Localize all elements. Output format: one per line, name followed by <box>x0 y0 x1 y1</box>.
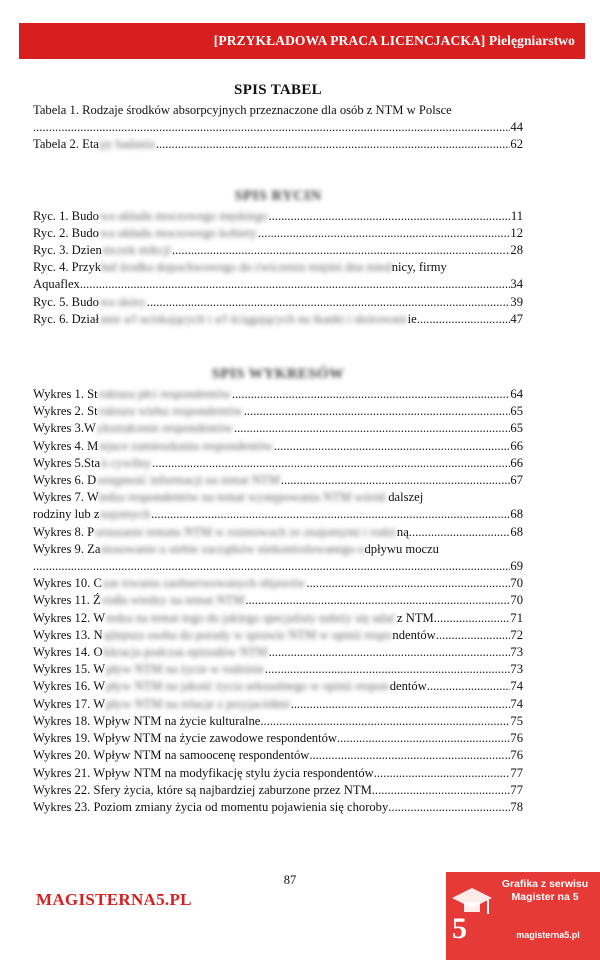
chart-entry-label-line2: rodziny lub z <box>33 507 100 522</box>
figure-entry-leader <box>258 225 510 242</box>
chart-entry-label-rest: ną. <box>396 524 412 539</box>
chart-entry-leader <box>234 420 510 437</box>
chart-entry-label: Wykres 7. W <box>33 490 99 505</box>
figure-entry-blurred-text: wa układu moczowego kobiety <box>99 225 257 240</box>
chart-entry[interactable] <box>33 489 523 506</box>
chart-entry-leader <box>33 558 510 575</box>
figure-entry-leader <box>417 311 511 328</box>
chart-entry-label: Wykres 16. W <box>33 679 106 694</box>
badge-caption <box>492 878 598 904</box>
chart-entry[interactable] <box>33 386 523 403</box>
chart-entry-blurred-text: stosowanie u siebie zaczątków niekontrolowanego o <box>100 541 365 556</box>
chart-entry[interactable] <box>33 524 523 541</box>
chart-entry-leader <box>372 782 511 799</box>
chart-entry-continuation[interactable] <box>33 506 523 523</box>
badge-digit: 5 <box>452 912 467 945</box>
table-entry[interactable] <box>33 102 523 119</box>
chart-entry-label-rest: dentów <box>389 679 427 694</box>
chart-entry-leader <box>232 386 511 403</box>
figure-entry-label-line2: Aquaflex <box>33 277 80 292</box>
chart-entry-page: 69 <box>510 559 523 574</box>
chart-entry-page: 78 <box>510 799 523 814</box>
chart-entry-label: Wykres 20. Wpływ NTM na samoocenę respondentów <box>33 748 310 763</box>
chart-entry-label: Wykres 4. M <box>33 438 99 453</box>
chart-entry-leader <box>151 506 510 523</box>
chart-entry[interactable] <box>33 438 523 455</box>
chart-entry[interactable] <box>33 472 523 489</box>
table-entry-continuation[interactable] <box>33 119 523 136</box>
figure-entry-page: 12 <box>510 225 523 240</box>
figure-entry[interactable] <box>33 208 523 225</box>
chart-entry-leader <box>434 610 511 627</box>
chart-entry[interactable] <box>33 730 523 747</box>
figure-entry[interactable] <box>33 242 523 259</box>
chart-entry[interactable] <box>33 627 523 644</box>
chart-entry-leader <box>309 747 510 764</box>
chart-entry[interactable] <box>33 644 523 661</box>
chart-entry[interactable] <box>33 420 523 437</box>
chart-entry-label: Wykres 15. W <box>33 662 106 677</box>
chart-entry-leader <box>245 592 510 609</box>
chart-entry-page: 73 <box>510 662 523 677</box>
chart-entry-page: 65 <box>510 421 523 436</box>
chart-entry-page: 73 <box>510 645 523 660</box>
chart-entry-page: 77 <box>510 765 523 780</box>
chart-entry-label-rest: dalszej <box>385 490 424 505</box>
chart-entry[interactable] <box>33 696 523 713</box>
chart-entry[interactable] <box>33 610 523 627</box>
table-entry-label: Tabela 2. Eta <box>33 137 99 152</box>
chart-entry-blurred-text: ykształcenie respondentów <box>96 421 233 436</box>
chart-entry-page: 74 <box>510 696 523 711</box>
chart-entry-leader <box>337 730 510 747</box>
figure-entry-page: 47 <box>510 311 523 326</box>
chart-entry-label-rest: ndentów <box>392 627 436 642</box>
chart-entry-label: Wykres 13. N <box>33 627 103 642</box>
chart-entry-leader <box>244 403 511 420</box>
chart-entry[interactable] <box>33 799 523 816</box>
figure-entry-blurred-text: niczek mikcji <box>102 243 171 258</box>
chart-entry-page: 68 <box>510 524 523 539</box>
chart-entry-blurred-text: n cywilny <box>101 455 152 470</box>
figures-section-title: SPIS RYCIN <box>234 187 322 204</box>
chart-entry-leader <box>260 713 510 730</box>
chart-entry-leader <box>281 472 511 489</box>
chart-entry-blurred-text: ostępność informacji na temat NTM <box>97 473 280 488</box>
chart-entry-blurred-line2: najomych <box>100 507 151 522</box>
figure-entry-page: 11 <box>510 208 523 223</box>
chart-entry-label-rest: dpływu moczu <box>364 541 439 556</box>
chart-entry-blurred-text: kkracja podczas epizodów NTM <box>103 645 268 660</box>
badge-site: magisterna5.pl <box>516 930 580 940</box>
chart-entry-page: 64 <box>510 387 523 402</box>
charts-list <box>33 386 523 816</box>
figure-entry-label: Ryc. 6. Dział <box>33 311 99 326</box>
chart-entry-leader <box>269 644 511 661</box>
figure-entry-page: 28 <box>510 243 523 258</box>
figure-entry-blurred-text: wa skóry <box>99 294 146 309</box>
chart-entry-blurred-text: ajlepsza osoba do porady w sprawie NTM w opinii respo <box>103 627 392 642</box>
table-entry-blurred-text: py badania <box>99 137 155 152</box>
chart-entry-leader <box>152 455 510 472</box>
chart-entry[interactable] <box>33 592 523 609</box>
chart-entry-page: 72 <box>510 627 523 642</box>
table-entry-page: 62 <box>510 137 523 152</box>
chart-entry-page: 75 <box>510 713 523 728</box>
chart-entry-label: Wykres 6. D <box>33 473 97 488</box>
chart-entry-blurred-text: pływ NTM na relacje z przyjaciółmi <box>106 696 290 711</box>
figure-entry-leader <box>80 276 511 293</box>
document-content <box>33 81 523 816</box>
figure-entry[interactable] <box>33 294 523 311</box>
chart-entry[interactable] <box>33 678 523 695</box>
chart-entry-page: 67 <box>510 473 523 488</box>
charts-section-title: SPIS WYKRESÓW <box>211 366 345 383</box>
chart-entry-page: 74 <box>510 679 523 694</box>
chart-entry[interactable] <box>33 661 523 678</box>
chart-entry-leader <box>427 678 511 695</box>
chart-entry-page: 76 <box>510 731 523 746</box>
chart-entry-blurred-text: oruszanie tematu NTM w rozmowach ze znajomymi i rodzi <box>95 524 396 539</box>
figure-entry-label: Ryc. 1. Budo <box>33 208 99 223</box>
watermark-badge <box>446 872 600 960</box>
badge-line-1: Grafika z serwisu <box>501 878 589 890</box>
chart-entry-leader <box>412 524 510 541</box>
chart-entry-blurred-text: pływ NTM na życie w rodzinie <box>106 662 264 677</box>
figure-entry-leader <box>147 294 511 311</box>
chart-entry-page: 66 <box>510 455 523 470</box>
figure-entry-page: 39 <box>510 294 523 309</box>
chart-entry-blurred-text: pływ NTM na jakość życia seksualnego w opinii respon <box>106 679 389 694</box>
figure-entry-blurred-text: wa układu moczowego męskiego <box>99 208 268 223</box>
chart-entry-page: 76 <box>510 748 523 763</box>
chart-entry[interactable] <box>33 541 523 558</box>
chart-entry-continuation[interactable] <box>33 558 523 575</box>
chart-entry-page: 71 <box>510 610 523 625</box>
chart-entry-blurred-text: iejsce zamieszkania respondentów <box>99 438 273 453</box>
chart-entry-page: 65 <box>510 404 523 419</box>
chart-entry-leader <box>291 696 511 713</box>
chart-entry-page: 77 <box>510 782 523 797</box>
chart-entry-leader <box>306 575 510 592</box>
figure-entry-leader <box>172 242 510 259</box>
figure-entry-blurred-text: anie a/l uciskających i a/l ściągających na tkanki i skórowani <box>99 311 407 326</box>
chart-entry-leader <box>436 627 511 644</box>
figure-entry-continuation[interactable] <box>33 276 523 293</box>
chart-entry-page: 70 <box>510 593 523 608</box>
chart-entry-label: Wykres 17. W <box>33 696 106 711</box>
chart-entry[interactable] <box>33 455 523 472</box>
chart-entry-label: Wykres 18. Wpływ NTM na życie kulturalne <box>33 713 261 728</box>
table-entry[interactable] <box>33 136 523 153</box>
chart-entry-label-rest: z NTM <box>397 610 434 625</box>
figure-entry-label: Ryc. 3. Dzien <box>33 243 102 258</box>
figure-entry-label: Ryc. 4. Przyk <box>33 260 102 275</box>
chart-entry-label: Wykres 9. Za <box>33 541 101 556</box>
figure-entry-label-rest: ie <box>407 311 417 326</box>
figure-entry-label-rest: nicy, firmy <box>391 260 447 275</box>
chart-entry[interactable] <box>33 765 523 782</box>
chart-entry-label: Wykres 10. C <box>33 576 102 591</box>
chart-entry-blurred-text: zas trwania zaobserwowanych objawów <box>102 576 306 591</box>
figure-entry[interactable] <box>33 259 523 276</box>
chart-entry-label: Wykres 22. Sfery życia, które są najbardziej zaburzone przez NTM <box>33 782 372 797</box>
figure-entry-blurred-text: ład środka dopochwowego do ćwiczenia mięśni dna mied <box>101 260 392 275</box>
footer-logo[interactable]: MAGISTERNA5.PL <box>36 890 192 909</box>
chart-entry-label: Wykres 11. Ź <box>33 593 101 608</box>
table-entry-leader <box>156 136 511 153</box>
chart-entry-blurred-text: iedza na temat tego do jakiego specjalisty należy się udać <box>106 610 396 625</box>
chart-entry-label: Wykres 21. Wpływ NTM na modyfikację stylu życia respondentów <box>33 765 374 780</box>
figure-entry-leader <box>269 208 511 225</box>
figures-list <box>33 208 523 328</box>
header-title: [PRZYKŁADOWA PRACA LICENCJACKA] Pielęgniarstwo <box>213 33 575 48</box>
chart-entry[interactable] <box>33 747 523 764</box>
chart-entry-blurred-text: ruktura płci respondentów <box>98 387 231 402</box>
figure-entry-label: Ryc. 5. Budo <box>33 294 99 309</box>
chart-entry-page: 68 <box>510 507 523 522</box>
figure-entry-label: Ryc. 2. Budo <box>33 225 99 240</box>
chart-entry-leader <box>388 799 510 816</box>
chart-entry-blurred-text: ródła wiedzy na temat NTM <box>101 593 245 608</box>
chart-entry-label: Wykres 2. St <box>33 404 98 419</box>
chart-entry[interactable] <box>33 713 523 730</box>
header-bar <box>19 23 585 59</box>
chart-entry-label: Wykres 14. O <box>33 645 103 660</box>
page-number: 87 <box>283 873 297 887</box>
chart-entry-leader <box>374 765 511 782</box>
chart-entry-blurred-text: ruktura wieku respondentów <box>98 404 243 419</box>
chart-entry-label: Wykres 12. W <box>33 610 106 625</box>
chart-entry-blurred-text: iedza respondentów na temat występowania NTM wśród <box>98 490 386 505</box>
chart-entry-leader <box>265 661 511 678</box>
table-entry-label: Tabela 1. Rodzaje środków absorpcyjnych przeznaczone dla osób z NTM w Polsce <box>33 103 452 117</box>
tables-list <box>33 102 523 154</box>
badge-line-2: Magister na 5 <box>511 891 579 903</box>
chart-entry-label: Wykres 1. St <box>33 387 98 402</box>
chart-entry[interactable] <box>33 575 523 592</box>
chart-entry-page: 70 <box>510 576 523 591</box>
figure-entry[interactable] <box>33 225 523 242</box>
chart-entry-leader <box>274 438 511 455</box>
chart-entry-label: Wykres 23. Poziom zmiany życia od momentu pojawienia się choroby <box>33 799 389 814</box>
table-entry-page: 44 <box>510 120 523 135</box>
chart-entry-label: Wykres 5.Sta <box>33 455 101 470</box>
chart-entry-label: Wykres 8. P <box>33 524 95 539</box>
chart-entry[interactable] <box>33 403 523 420</box>
tables-section-title: SPIS TABEL <box>234 82 322 98</box>
figure-entry-page: 34 <box>510 277 523 292</box>
chart-entry-page: 66 <box>510 438 523 453</box>
table-entry-leader <box>33 119 510 136</box>
chart-entry-label: Wykres 3.W <box>33 421 96 436</box>
chart-entry-label: Wykres 19. Wpływ NTM na życie zawodowe respondentów <box>33 731 337 746</box>
figure-entry[interactable] <box>33 311 523 328</box>
chart-entry[interactable] <box>33 782 523 799</box>
